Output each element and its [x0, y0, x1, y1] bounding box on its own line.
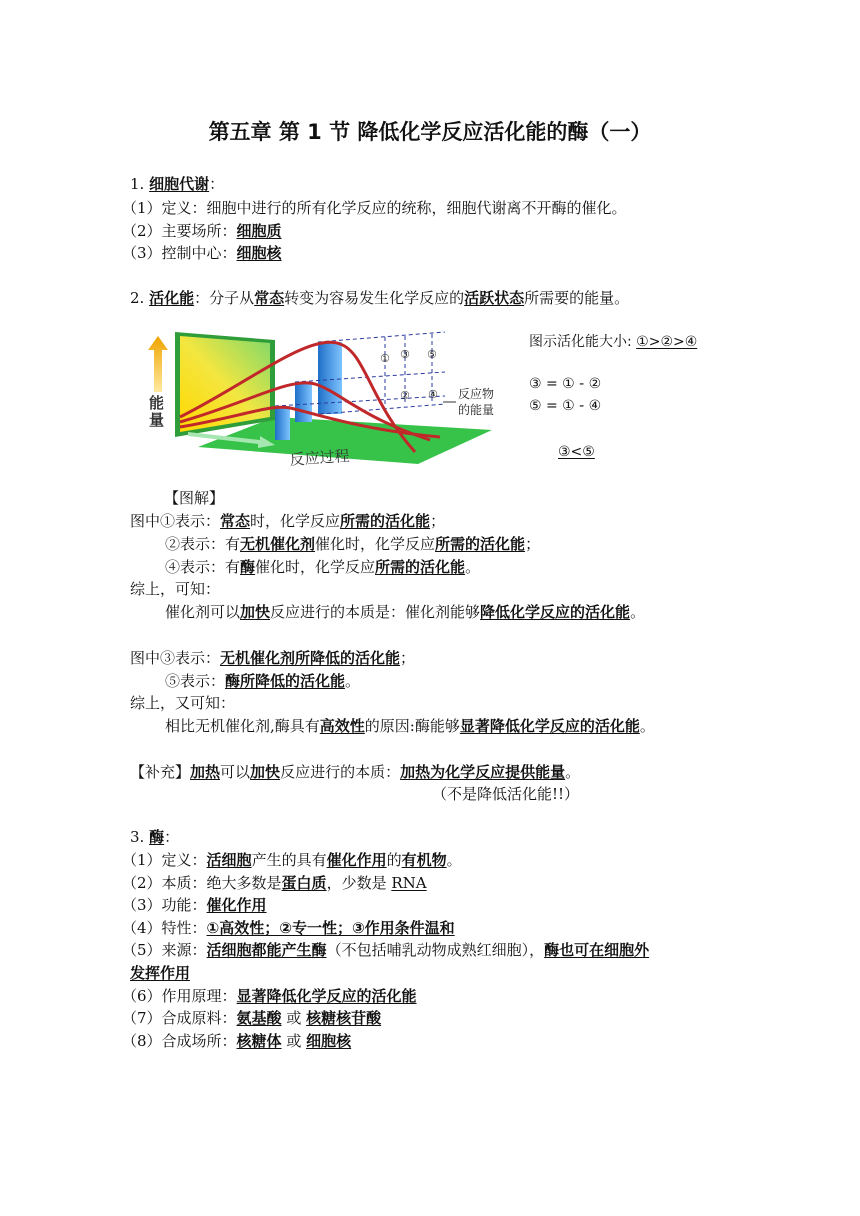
figure-caption-2: ③ = ① - ②: [529, 376, 602, 392]
circled-4: ④: [428, 388, 438, 401]
s1-line-1: （1）定义：细胞中进行的所有化学反应的统称，细胞代谢离不开酶的催化。: [122, 199, 627, 217]
tujie-row-3: ④表示：有酶催化时，化学反应所需的活化能。: [165, 558, 481, 576]
tujie-row-9: 相比无机催化剂,酶具有高效性的原因:酶能够显著降低化学反应的活化能。: [165, 717, 655, 735]
s3-line-1: （1）定义：活细胞产生的具有催化作用的有机物。: [122, 851, 462, 869]
tujie-row-2: ②表示：有无机催化剂催化时，化学反应所需的活化能；: [165, 535, 541, 553]
tujie-row-4: 综上，可知：: [130, 580, 221, 598]
s1-line-2: （2）主要场所：细胞质: [122, 222, 282, 240]
section-1-heading: 1. 细胞代谢：: [130, 175, 225, 193]
stair-3: [318, 342, 342, 414]
s3-line-4: （4）特性：①高效性；②专一性；③作用条件温和: [122, 919, 455, 937]
activation-energy-figure: [140, 322, 520, 472]
tujie-row-6: 图中③表示：无机催化剂所降低的活化能；: [130, 649, 416, 667]
tujie-row-5: 催化剂可以加快反应进行的本质是：催化剂能够降低化学反应的活化能。: [165, 603, 646, 621]
s3-line-2: （2）本质：绝大多数是蛋白质，少数是 RNA: [122, 874, 427, 892]
circled-2: ②: [400, 389, 410, 402]
reactant-label-1: 反应物: [458, 387, 495, 401]
s3-line-5: （5）来源：活细胞都能产生酶（不包括哺乳动物成熟红细胞），酶也可在细胞外: [122, 941, 650, 959]
circled-3: ③: [400, 348, 410, 361]
tujie-row-8: 综上，又可知：: [130, 694, 236, 712]
figure-caption-1: 图示活化能大小: ①>②>④: [529, 334, 698, 350]
supplement-note: （不是降低活化能!!）: [432, 785, 580, 803]
stair-2: [295, 382, 312, 422]
s3-line-6: （6）作用原理：显著降低化学反应的活化能: [122, 987, 417, 1005]
figure-caption-3: ⑤ = ① - ④: [529, 398, 602, 414]
s3-line-5-cont: 发挥作用: [130, 964, 191, 982]
s3-line-3: （3）功能：催化作用: [122, 896, 267, 914]
s3-line-7: （7）合成原料：氨基酸 或 核糖核苷酸: [122, 1009, 382, 1027]
section-3-heading: 3. 酶：: [130, 828, 180, 846]
tujie-row-1: 图中①表示：常态时，化学反应所需的活化能；: [130, 512, 446, 530]
x-label: 反应过程: [289, 446, 351, 469]
y-label-2: 量: [149, 411, 165, 429]
y-label-1: 能: [149, 394, 165, 412]
section-2-heading: 2. 活化能：分子从常态转变为容易发生化学反应的活跃状态所需要的能量。: [130, 289, 630, 307]
stair-1: [275, 406, 290, 440]
circled-5: ⑤: [427, 348, 437, 361]
s3-line-8: （8）合成场所：核糖体 或 细胞核: [122, 1032, 352, 1050]
circled-1: ①: [380, 352, 390, 365]
supplement-line: 【补充】加热可以加快反应进行的本质：加热为化学反应提供能量。: [130, 763, 581, 781]
reactant-label-2: 的能量: [458, 403, 495, 417]
tujie-row-7: ⑤表示：酶所降低的活化能。: [165, 672, 361, 690]
energy-axis-arrow: [148, 336, 168, 392]
figure-caption-4: ③<⑤: [558, 444, 595, 460]
tujie-heading: 【图解】: [164, 489, 225, 507]
page-title: 第五章 第 1 节 降低化学反应活化能的酶（一）: [208, 120, 652, 144]
s1-line-3: （3）控制中心：细胞核: [122, 244, 282, 262]
